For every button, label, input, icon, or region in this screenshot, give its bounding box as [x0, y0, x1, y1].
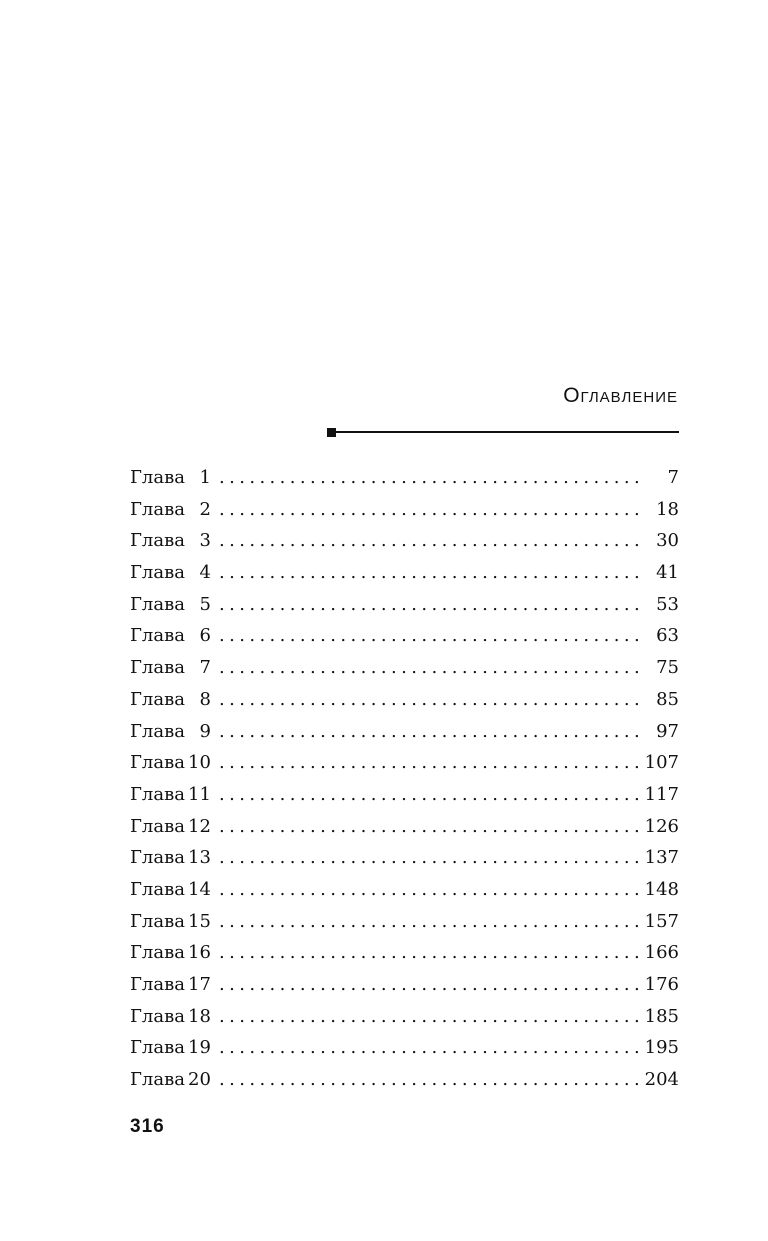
toc-entry-page: 185 [644, 1005, 679, 1027]
toc-entry-number: 5 [199, 593, 211, 615]
toc-entry-label: Глава 2 [130, 498, 211, 520]
toc-entry-number: 13 [188, 847, 211, 869]
toc-leader-dots [219, 594, 641, 615]
toc-entry[interactable] [130, 942, 679, 974]
toc-entry[interactable] [130, 816, 679, 848]
toc-entry[interactable] [130, 467, 679, 499]
toc-leader-dots [219, 974, 641, 995]
toc-leader-dots [219, 625, 641, 646]
toc-entry-number: 16 [188, 942, 211, 964]
toc-leader-dots [219, 879, 641, 900]
toc-entry-page: 30 [656, 530, 679, 552]
toc-entry-page: 166 [644, 942, 679, 964]
toc-entry[interactable] [130, 784, 679, 816]
toc-leader-dots [219, 816, 641, 837]
toc-entry-label: Глава 6 [130, 625, 211, 647]
toc-entry[interactable] [130, 625, 679, 657]
toc-entry-label: Глава 16 [130, 942, 211, 964]
toc-entry-label: Глава 9 [130, 720, 211, 742]
toc-entry-page: 137 [644, 847, 679, 869]
toc-entry-number: 4 [199, 562, 211, 584]
toc-leader-dots [219, 784, 641, 805]
toc-leader-dots [219, 1037, 641, 1058]
toc-entry-label: Глава 3 [130, 530, 211, 552]
toc-leader-dots [219, 657, 641, 678]
toc-entry[interactable] [130, 1069, 679, 1101]
toc-leader-dots [219, 1069, 641, 1090]
toc-entry[interactable] [130, 594, 679, 626]
toc-entry[interactable] [130, 752, 679, 784]
toc-entry-number: 17 [188, 974, 211, 995]
toc-leader-dots [219, 752, 641, 773]
toc-entry-page: 107 [644, 752, 679, 774]
toc-entry-page: 75 [656, 657, 679, 679]
toc-leader-dots [219, 530, 641, 551]
toc-entry-number: 1 [199, 467, 211, 488]
toc-entry-label: Глава 7 [130, 657, 211, 679]
toc-entry[interactable] [130, 974, 679, 1006]
toc-entry-number: 18 [188, 1005, 211, 1027]
toc-entry-page: 41 [656, 562, 679, 584]
toc-leader-dots [219, 721, 641, 742]
toc-entry-label: Глава 10 [130, 752, 211, 774]
toc-entry-label: Глава 4 [130, 562, 211, 584]
toc-entry-label: Глава 13 [130, 847, 211, 869]
toc-entry-label: Глава 5 [130, 593, 211, 615]
toc-leader-dots [219, 942, 641, 963]
toc-entry-number: 3 [199, 530, 211, 552]
toc-entry-page: 176 [644, 974, 679, 995]
toc-entry-label: Глава 20 [130, 1069, 211, 1091]
toc-entry-label: Глава 14 [130, 878, 211, 900]
toc-entry-label: Глава 12 [130, 815, 211, 837]
toc-entry[interactable] [130, 499, 679, 531]
toc-entry-number: 6 [199, 625, 211, 647]
toc-entry-number: 12 [188, 815, 211, 837]
toc-entry-page: 63 [656, 625, 679, 647]
toc-entry-page: 7 [667, 467, 679, 488]
toc-entry-number: 14 [188, 878, 211, 900]
rule-square-bullet [327, 428, 336, 437]
toc-heading: Оглавление [563, 384, 678, 407]
toc-entry-number: 11 [188, 783, 211, 805]
toc-entry-page: 53 [656, 593, 679, 615]
toc-entry-page: 126 [644, 815, 679, 837]
toc-entry-number: 19 [188, 1037, 211, 1059]
toc-entry-label: Глава 17 [130, 974, 211, 995]
toc-entry[interactable] [130, 1037, 679, 1069]
toc-entry-number: 10 [188, 752, 211, 774]
rule-line [336, 431, 679, 433]
toc-entry-page: 204 [644, 1069, 679, 1091]
toc-entry[interactable] [130, 562, 679, 594]
toc-entry[interactable] [130, 530, 679, 562]
toc-leader-dots [219, 467, 641, 488]
toc-entry-label: Глава 8 [130, 688, 211, 710]
toc-entry[interactable] [130, 657, 679, 689]
toc-entry-number: 7 [199, 657, 211, 679]
toc-entry-page: 117 [644, 783, 679, 805]
toc-entry-label: Глава 18 [130, 1005, 211, 1027]
toc-entry-number: 9 [199, 720, 211, 742]
toc-leader-dots [219, 562, 641, 583]
toc-entry-number: 8 [199, 688, 211, 710]
toc-entry-page: 85 [656, 688, 679, 710]
toc-entry-number: 15 [188, 910, 211, 932]
toc-entry[interactable] [130, 911, 679, 943]
toc-leader-dots [219, 847, 641, 868]
toc-entry[interactable] [130, 721, 679, 753]
toc-entry-label: Глава 1 [130, 467, 211, 488]
page-number: 316 [130, 1116, 165, 1137]
toc-entry-page: 195 [644, 1037, 679, 1059]
heading-rule [327, 428, 679, 438]
toc-entry-page: 18 [656, 498, 679, 520]
toc-list [130, 467, 679, 1101]
toc-entry-number: 2 [199, 498, 211, 520]
toc-entry[interactable] [130, 689, 679, 721]
toc-entry-label: Глава 19 [130, 1037, 211, 1059]
toc-leader-dots [219, 911, 641, 932]
toc-entry-page: 97 [656, 720, 679, 742]
toc-entry-page: 148 [644, 878, 679, 900]
toc-entry-page: 157 [644, 910, 679, 932]
toc-entry[interactable] [130, 879, 679, 911]
toc-entry[interactable] [130, 847, 679, 879]
toc-leader-dots [219, 499, 641, 520]
toc-leader-dots [219, 1006, 641, 1027]
toc-entry-label: Глава 15 [130, 910, 211, 932]
toc-leader-dots [219, 689, 641, 710]
toc-entry-number: 20 [188, 1069, 211, 1091]
toc-entry[interactable] [130, 1006, 679, 1038]
toc-entry-label: Глава 11 [130, 783, 211, 805]
